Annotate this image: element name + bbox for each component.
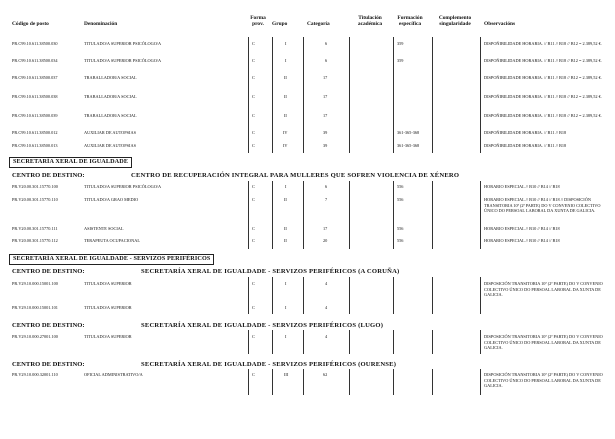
row-grupo: II: [284, 238, 287, 243]
destination-label: CENTRO DE DESTINO:: [12, 172, 85, 179]
header-grupo: Grupo: [272, 21, 288, 27]
row-forma: C: [252, 58, 255, 63]
row-grupo: II: [284, 113, 287, 118]
row-forma: C: [252, 130, 255, 135]
column-rule: [432, 37, 433, 153]
column-rule: [432, 330, 433, 354]
row-grupo: II: [284, 75, 287, 80]
row-name: TRABALLADOR/A SOCIAL: [84, 113, 137, 118]
column-rule: [272, 37, 273, 153]
header-observacions: Observacións: [484, 21, 516, 27]
header-codigo: Código de posto: [12, 21, 49, 27]
row-code: PR.V29.10.000.15001.100: [12, 281, 58, 286]
row-categoria: 4: [325, 305, 328, 310]
column-rule: [393, 181, 394, 249]
column-rule: [349, 277, 350, 314]
row-formacion: 556: [397, 197, 404, 202]
column-rule: [303, 277, 304, 314]
column-rule: [248, 181, 249, 249]
row-code: PR.V20.00.301.15770.100: [12, 184, 58, 189]
row-name: TERAPEUTA OCUPACIONAL: [84, 238, 140, 243]
column-rule: [272, 277, 273, 314]
column-rule: [393, 369, 394, 395]
row-code: PR.C99.10.611.38500.030: [12, 41, 58, 46]
row-observacions: DISPOSICIÓN TRANSITORIA 10ª (2ª PARTE) DO V CONVENIO COLECTIVO ÚNICO DO PERSOAL LABORAL DA XUNTA DE GALICIA.: [484, 372, 603, 389]
row-categoria: 17: [323, 75, 328, 80]
row-name: TITULADO/A SUPERIOR: [84, 281, 132, 286]
row-code: PR.C99.10.611.38500.039: [12, 113, 58, 118]
row-observacions: DISPOÑIBILIDADE HORARIA. // B11 // B18 // B12 = 2.389,52 €.: [484, 58, 602, 63]
header-complemento: Complemento singularidade: [438, 15, 472, 27]
row-code: PR.V29.10.000.15001.101: [12, 305, 58, 310]
destination-title: SECRETARÍA XERAL DE IGUALDADE - SERVIZOS PERIFÉRICOS (OURENSE): [141, 361, 397, 368]
section-heading: SECRETARÍA XERAL DE IGUALDADE - SERVIZOS PERIFÉRICOS: [9, 254, 214, 265]
column-rule: [393, 37, 394, 153]
row-formacion: 361-365-368: [397, 143, 420, 148]
row-categoria: 62: [323, 372, 328, 377]
column-rule: [248, 37, 249, 153]
column-rule: [480, 277, 481, 314]
row-name: TITULADO/A SUPERIOR PSICÓLOGO/A: [84, 41, 162, 46]
column-rule: [248, 277, 249, 314]
row-formacion: 556: [397, 226, 404, 231]
destination-title: SECRETARÍA XERAL DE IGUALDADE - SERVIZOS PERIFÉRICOS (A CORUÑA): [141, 268, 400, 275]
column-rule: [349, 37, 350, 153]
row-name: TITULADO/A SUPERIOR PSICÓLOGO/A: [84, 58, 162, 63]
column-rule: [480, 181, 481, 249]
row-grupo: IV: [283, 143, 288, 148]
column-rule: [272, 369, 273, 395]
row-formacion: 361-365-368: [397, 130, 420, 135]
header-titulacion: Titulación académica: [357, 15, 383, 27]
row-categoria: 39: [323, 143, 328, 148]
row-code: PR.V20.00.301.15770.112: [12, 238, 58, 243]
row-name: TRABALLADOR/A SOCIAL: [84, 75, 137, 80]
row-grupo: I: [285, 305, 287, 310]
row-forma: C: [252, 334, 255, 339]
column-rule: [349, 330, 350, 354]
row-categoria: 17: [323, 94, 328, 99]
row-observacions: DISPOÑIBILIDADE HORARIA. // B11 // B18 // B12 = 2.389,52 €.: [484, 94, 602, 99]
row-name: OFICIAL ADMINISTRATIVO/A: [84, 372, 143, 377]
row-grupo: I: [285, 334, 287, 339]
column-rule: [349, 369, 350, 395]
row-code: PR.C99.10.611.38500.038: [12, 94, 58, 99]
row-formacion: 556: [397, 238, 404, 243]
row-code: PR.C99.10.611.38500.037: [12, 75, 58, 80]
column-rule: [303, 181, 304, 249]
row-observacions: DISPOSICIÓN TRANSITORIA 10ª (2ª PARTE) DO V CONVENIO COLECTIVO ÚNICO DO PERSOAL LABORAL DA XUNTA DE GALICIA.: [484, 281, 603, 298]
header-categoria: Categoría: [307, 21, 330, 27]
destination-title: CENTRO DE RECUPERACIÓN INTEGRAL PARA MULLERES QUE SOFREN VIOLENCIA DE XÉNERO: [131, 172, 460, 179]
column-rule: [303, 330, 304, 354]
column-rule: [303, 369, 304, 395]
row-categoria: 6: [325, 41, 328, 46]
row-grupo: I: [285, 58, 287, 63]
row-formacion: 359: [397, 58, 404, 63]
row-grupo: II: [284, 226, 287, 231]
row-grupo: II: [284, 94, 287, 99]
row-name: TITULADO/A GRAO MEDIO: [84, 197, 139, 202]
row-observacions: HORARIO ESPECIAL // B10 // B14 // B18: [484, 184, 560, 189]
row-code: PR.C99.10.611.38500.034: [12, 58, 58, 63]
row-formacion: 556: [397, 184, 404, 189]
row-observacions: HORARIO ESPECIAL // B10 // B14 // B18: [484, 226, 560, 231]
column-rule: [480, 330, 481, 354]
row-grupo: I: [285, 281, 287, 286]
row-forma: C: [252, 238, 255, 243]
row-grupo: II: [284, 197, 287, 202]
row-categoria: 17: [323, 113, 328, 118]
row-name: AUXILIAR DE AUTOPSIAS: [84, 130, 136, 135]
row-forma: C: [252, 75, 255, 80]
row-categoria: 20: [323, 238, 328, 243]
column-rule: [248, 330, 249, 354]
row-forma: C: [252, 281, 255, 286]
row-code: PR.V29.10.000.32001.110: [12, 372, 58, 377]
row-categoria: 17: [323, 226, 328, 231]
row-forma: C: [252, 143, 255, 148]
destination-label: CENTRO DE DESTINO:: [12, 322, 85, 329]
row-categoria: 6: [325, 184, 328, 189]
column-rule: [480, 37, 481, 153]
row-observacions: DISPOÑIBILIDADE HORARIA. // B11 // B18 // B12 = 2.389,52 €.: [484, 75, 602, 80]
row-name: TITULADO/A SUPERIOR: [84, 334, 132, 339]
row-observacions: DISPOÑIBILIDADE HORARIA. // B11 // B18: [484, 143, 567, 148]
row-categoria: 39: [323, 130, 328, 135]
column-rule: [272, 330, 273, 354]
row-categoria: 4: [325, 281, 328, 286]
column-rule: [248, 369, 249, 395]
row-grupo: I: [285, 41, 287, 46]
row-code: PR.V20.00.301.15770.111: [12, 226, 58, 231]
column-rule: [432, 369, 433, 395]
column-rule: [393, 330, 394, 354]
row-categoria: 4: [325, 334, 328, 339]
row-observacions: DISPOÑIBILIDADE HORARIA. // B11 // B18: [484, 130, 567, 135]
row-code: PR.C99.10.611.38500.012: [12, 130, 58, 135]
row-name: AUXILIAR DE AUTOPSIAS: [84, 143, 136, 148]
header-forma: Forma prov.: [250, 15, 266, 27]
row-formacion: 359: [397, 41, 404, 46]
row-name: TRABALLADOR/A SOCIAL: [84, 94, 137, 99]
row-name: ASISTENTE SOCIAL: [84, 226, 124, 231]
header-denominacion: Denominación: [84, 21, 118, 27]
row-code: PR.C99.10.611.38500.013: [12, 143, 58, 148]
row-forma: C: [252, 184, 255, 189]
column-rule: [432, 277, 433, 314]
row-code: PR.V29.10.000.27001.100: [12, 334, 58, 339]
row-grupo: IV: [283, 130, 288, 135]
column-rule: [393, 277, 394, 314]
column-rule: [432, 181, 433, 249]
row-forma: C: [252, 226, 255, 231]
row-observacions: DISPOÑIBILIDADE HORARIA. // B11 // B18 // B12 = 2.389,52 €.: [484, 41, 602, 46]
destination-label: CENTRO DE DESTINO:: [12, 268, 85, 275]
column-rule: [303, 37, 304, 153]
row-forma: C: [252, 197, 255, 202]
row-forma: C: [252, 113, 255, 118]
row-categoria: 6: [325, 58, 328, 63]
row-code: PR.V20.00.301.15770.110: [12, 197, 58, 202]
row-forma: C: [252, 305, 255, 310]
column-rule: [272, 181, 273, 249]
row-categoria: 7: [325, 197, 328, 202]
row-forma: C: [252, 94, 255, 99]
row-grupo: I: [285, 184, 287, 189]
row-observacions: DISPOÑIBILIDADE HORARIA. // B11 // B18 // B12 = 2.389,52 €.: [484, 113, 602, 118]
column-rule: [480, 369, 481, 395]
row-observacions: HORARIO ESPECIAL // B10 // B14 // B18: [484, 238, 560, 243]
row-name: TITULADO/A SUPERIOR: [84, 305, 132, 310]
destination-label: CENTRO DE DESTINO:: [12, 361, 85, 368]
row-forma: C: [252, 41, 255, 46]
section-heading: SECRETARÍA XERAL DE IGUALDADE: [9, 157, 132, 168]
row-forma: C: [252, 372, 255, 377]
header-formacion: Formación específica: [397, 15, 423, 27]
row-name: TITULADO/A SUPERIOR PSICÓLOGO/A: [84, 184, 162, 189]
row-observacions: DISPOSICIÓN TRANSITORIA 10ª (2ª PARTE) DO V CONVENIO COLECTIVO ÚNICO DO PERSOAL LABORAL DA XUNTA DE GALICIA.: [484, 334, 603, 351]
destination-title: SECRETARÍA XERAL DE IGUALDADE - SERVIZOS PERIFÉRICOS (LUGO): [141, 322, 384, 329]
row-grupo: III: [284, 372, 289, 377]
column-rule: [349, 181, 350, 249]
row-observacions: HORARIO ESPECIAL // B10 // B14 // B18 // DISPOSICIÓN TRANSITORIA 10ª (2ª PARTE) DO V CONVENIO COLECTIVO ÚNICO DO PERSOAL LABORAL DA XUNTA DE GALICIA.: [484, 197, 601, 214]
